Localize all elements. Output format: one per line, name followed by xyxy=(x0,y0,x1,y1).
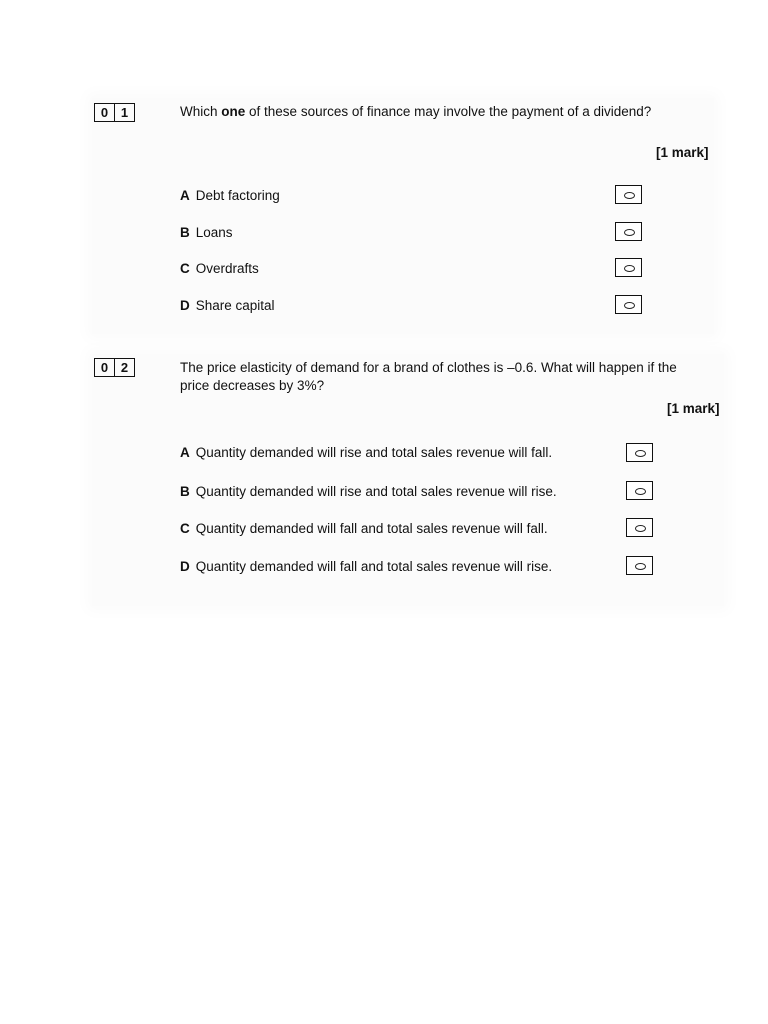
option-letter: D xyxy=(180,559,190,574)
question-2-option-d xyxy=(180,558,552,576)
question-1-option-d-answer-box[interactable] xyxy=(615,295,642,314)
question-2-text-line-2: price decreases by 3%? xyxy=(180,378,325,393)
question-2-text-line-1: The price elasticity of demand for a brand of clothes is –0.6. What will happen if the xyxy=(180,360,677,375)
option-text: Quantity demanded will rise and total sales revenue will rise. xyxy=(195,484,557,499)
question-1-text-emphasis: one xyxy=(221,104,246,119)
option-letter: B xyxy=(180,225,190,240)
question-2-digit-2: 2 xyxy=(114,359,134,376)
question-1-option-b xyxy=(180,224,233,242)
question-1-option-a xyxy=(180,187,280,205)
option-letter: B xyxy=(180,484,190,499)
question-1-digit-1: 0 xyxy=(100,105,109,120)
question-2-option-b xyxy=(180,483,557,501)
option-letter: A xyxy=(180,188,190,203)
option-letter: C xyxy=(180,521,190,536)
option-text: Debt factoring xyxy=(195,188,280,203)
option-text: Loans xyxy=(195,225,233,240)
option-letter: D xyxy=(180,298,190,313)
question-2-option-b-answer-box[interactable] xyxy=(626,481,653,500)
option-text: Share capital xyxy=(195,298,275,313)
question-2-option-a xyxy=(180,444,552,462)
option-letter: A xyxy=(180,445,190,460)
option-letter: C xyxy=(180,261,190,276)
option-text: Quantity demanded will fall and total sales revenue will rise. xyxy=(195,559,553,574)
question-1-number xyxy=(94,103,135,122)
question-1-option-d xyxy=(180,297,275,315)
question-2-marks: [1 mark] xyxy=(667,401,720,416)
option-text: Overdrafts xyxy=(195,261,259,276)
question-1-option-b-answer-box[interactable] xyxy=(615,222,642,241)
question-2-number xyxy=(94,358,135,377)
question-1-option-a-answer-box[interactable] xyxy=(615,185,642,204)
option-text: Quantity demanded will fall and total sales revenue will fall. xyxy=(195,521,548,536)
question-2-option-a-answer-box[interactable] xyxy=(626,443,653,462)
question-2-digit-1: 0 xyxy=(100,360,109,375)
question-2-text xyxy=(180,359,677,395)
question-1-text-before: Which xyxy=(180,104,222,119)
question-1-option-c-answer-box[interactable] xyxy=(615,258,642,277)
question-1-digit-2: 1 xyxy=(114,104,134,121)
question-1-text xyxy=(180,103,651,121)
option-text: Quantity demanded will rise and total sales revenue will fall. xyxy=(195,445,553,460)
question-1-marks: [1 mark] xyxy=(656,145,709,160)
question-1-option-c xyxy=(180,260,259,278)
question-2-option-d-answer-box[interactable] xyxy=(626,556,653,575)
question-2-option-c-answer-box[interactable] xyxy=(626,518,653,537)
question-2-option-c xyxy=(180,520,548,538)
question-1-text-after: of these sources of finance may involve the payment of a dividend? xyxy=(245,104,652,119)
